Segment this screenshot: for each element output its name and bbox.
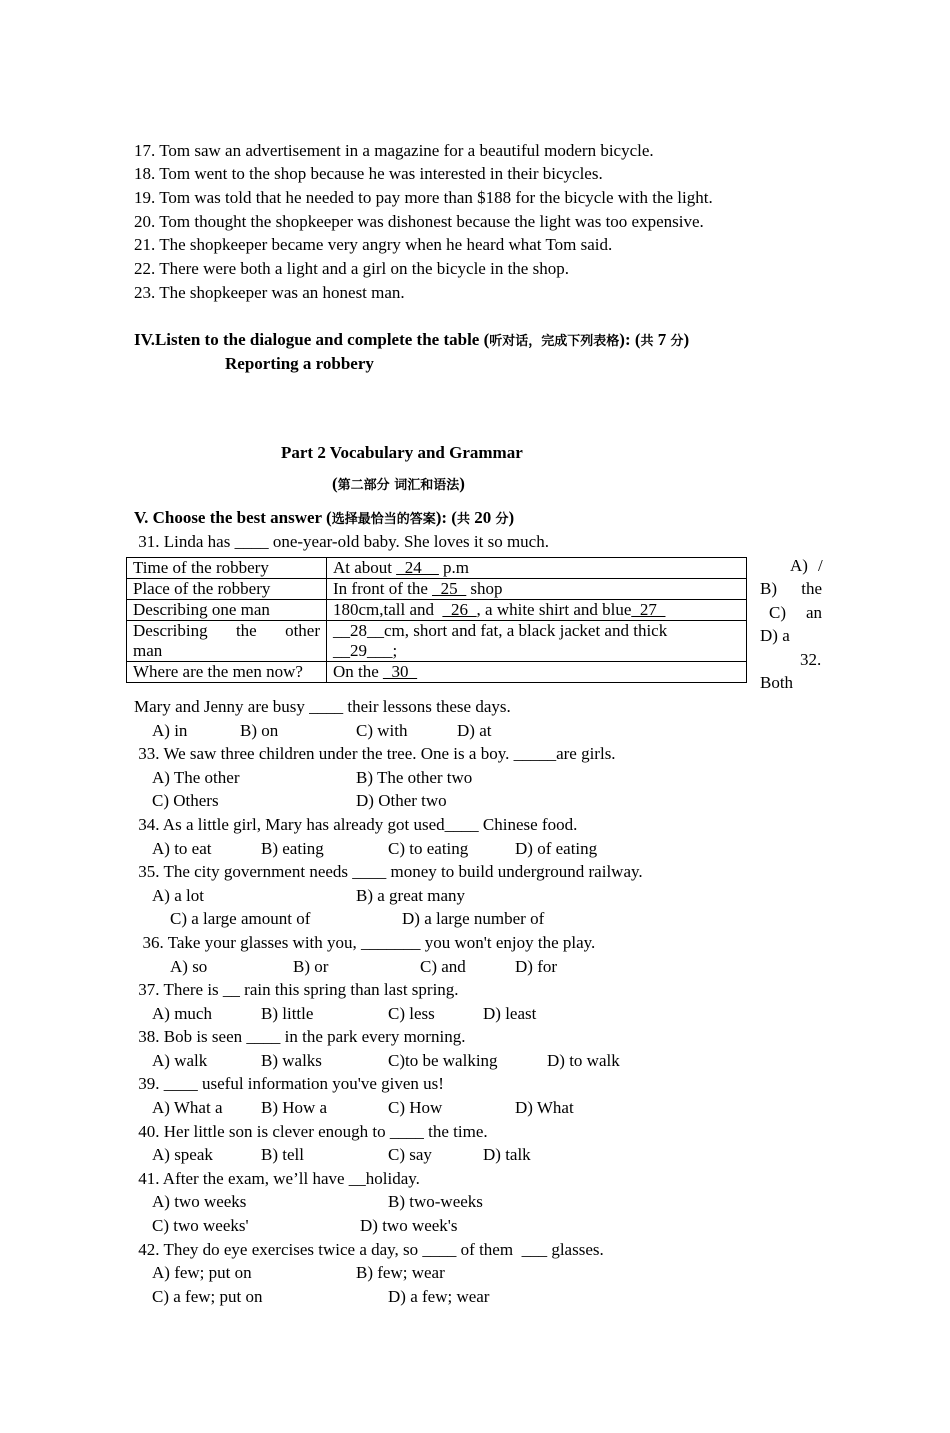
q35-option-d: D) a large number of bbox=[402, 909, 545, 928]
q39-option-a: A) What a bbox=[152, 1098, 223, 1117]
table-label-word: man bbox=[133, 641, 163, 660]
section-4-heading-cn3: 分 bbox=[670, 334, 684, 349]
statement-19: 19. Tom was told that he needed to pay more than $188 for the bicycle with the light. bbox=[134, 188, 713, 207]
q31-option-a bbox=[790, 556, 823, 576]
q40-option-c: C) say bbox=[388, 1145, 432, 1164]
question-41-stem: 41. After the exam, we’ll have __holiday. bbox=[134, 1169, 420, 1188]
q32-option-d: D) at bbox=[457, 721, 492, 740]
q38-option-a: A) walk bbox=[152, 1051, 208, 1070]
part-2-subtitle bbox=[332, 474, 465, 496]
section-5-heading-end: ) bbox=[508, 508, 515, 527]
section-4-heading-score: 7 bbox=[653, 330, 671, 349]
question-34-stem: 34. As a little girl, Mary has already got used____ Chinese food. bbox=[134, 815, 578, 834]
section-5-heading-cn3: 分 bbox=[495, 512, 509, 527]
table-row bbox=[127, 558, 747, 579]
table-row bbox=[127, 579, 747, 600]
q39-option-d: D) What bbox=[515, 1098, 574, 1117]
table-value-text: shop bbox=[466, 579, 503, 598]
q32-first-word: Both bbox=[760, 673, 794, 692]
table-value-place bbox=[327, 579, 747, 600]
section-5-heading-score: 20 bbox=[469, 508, 496, 527]
statement-18: 18. Tom went to the shop because he was interested in their bicycles. bbox=[134, 164, 603, 183]
question-33-stem: 33. We saw three children under the tree. One is a boy. _____are girls. bbox=[134, 744, 616, 763]
table-value-time bbox=[327, 558, 747, 579]
section-4-heading-cn: 听对话，完成下列表格 bbox=[489, 334, 620, 349]
section-4-heading-en: IV.Listen to the dialogue and complete the table ( bbox=[134, 330, 490, 349]
table-label-word: Describing bbox=[133, 621, 208, 640]
q32-number: 32. bbox=[800, 650, 822, 669]
q36-option-a: A) so bbox=[170, 957, 208, 976]
statement-17: 17. Tom saw an advertisement in a magazine for a beautiful modern bicycle. bbox=[134, 141, 654, 160]
q33-option-d: D) Other two bbox=[356, 791, 447, 810]
q34-option-a: A) to eat bbox=[152, 839, 212, 858]
option-value: an bbox=[805, 603, 822, 622]
q32-option-c: C) with bbox=[356, 721, 408, 740]
q33-option-a: A) The other bbox=[152, 768, 240, 787]
q31-option-c bbox=[769, 603, 822, 623]
q41-option-d: D) two week's bbox=[360, 1216, 458, 1235]
q41-option-a: A) two weeks bbox=[152, 1192, 247, 1211]
table-label-word: the bbox=[235, 621, 257, 640]
table-value-text: 180cm,tall and bbox=[333, 600, 443, 619]
q31-option-b bbox=[760, 579, 822, 599]
table-label-line bbox=[133, 621, 320, 641]
q31-option-d: D) a bbox=[760, 626, 790, 645]
q36-option-b: B) or bbox=[293, 957, 329, 976]
q42-option-d: D) a few; wear bbox=[388, 1287, 490, 1306]
option-label: C) bbox=[769, 603, 786, 622]
blank-26: _26_ bbox=[442, 600, 477, 619]
q41-option-c: C) two weeks' bbox=[152, 1216, 249, 1235]
q40-option-a: A) speak bbox=[152, 1145, 213, 1164]
q37-option-d: D) least bbox=[483, 1004, 537, 1023]
blank-29-line: __29___; bbox=[333, 641, 398, 660]
section-4-subtitle: Reporting a robbery bbox=[225, 354, 374, 373]
table-label-other-man bbox=[127, 621, 327, 662]
question-39-stem: 39. ____ useful information you've given us! bbox=[134, 1074, 444, 1093]
robbery-table bbox=[126, 557, 747, 683]
statement-22: 22. There were both a light and a girl on the bicycle in the shop. bbox=[134, 259, 569, 278]
table-value-text: On the bbox=[333, 662, 384, 681]
table-label-word: other bbox=[285, 621, 320, 640]
section-4-heading bbox=[134, 330, 689, 352]
q38-option-d: D) to walk bbox=[547, 1051, 620, 1070]
section-5-heading-en: V. Choose the best answer ( bbox=[134, 508, 332, 527]
option-value: the bbox=[801, 579, 822, 598]
q35-option-b: B) a great many bbox=[356, 886, 466, 905]
table-row bbox=[127, 662, 747, 683]
statement-23: 23. The shopkeeper was an honest man. bbox=[134, 283, 405, 302]
q39-option-c: C) How bbox=[388, 1098, 443, 1117]
table-value-text: In front of the bbox=[333, 579, 433, 598]
question-32-stem: Mary and Jenny are busy ____ their lessons these days. bbox=[134, 697, 511, 716]
table-label-one-man: Describing one man bbox=[127, 600, 327, 621]
q36-option-d: D) for bbox=[515, 957, 558, 976]
q41-option-b: B) two-weeks bbox=[388, 1192, 483, 1211]
table-value-text: At about bbox=[333, 558, 397, 577]
statement-21: 21. The shopkeeper became very angry when he heard what Tom said. bbox=[134, 235, 613, 254]
question-36-stem: 36. Take your glasses with you, _______ you won't enjoy the play. bbox=[134, 933, 596, 952]
blank-24: _24__ bbox=[396, 558, 439, 577]
q34-option-c: C) to eating bbox=[388, 839, 469, 858]
q40-option-b: B) tell bbox=[261, 1145, 304, 1164]
question-40-stem: 40. Her little son is clever enough to ____ the time. bbox=[134, 1122, 488, 1141]
q35-option-c: C) a large amount of bbox=[170, 909, 311, 928]
q32-option-b: B) on bbox=[240, 721, 279, 740]
question-37-stem: 37. There is __ rain this spring than last spring. bbox=[134, 980, 459, 999]
section-4-heading-end: ) bbox=[683, 330, 690, 349]
part-2-subtitle-open: ( bbox=[332, 474, 338, 493]
table-row bbox=[127, 621, 747, 662]
option-label: A) bbox=[790, 556, 808, 575]
q33-option-b: B) The other two bbox=[356, 768, 473, 787]
blank-28-line: __28__cm, short and fat, a black jacket and thick bbox=[333, 621, 668, 640]
q32-option-a: A) in bbox=[152, 721, 188, 740]
q37-option-c: C) less bbox=[388, 1004, 435, 1023]
question-31-stem: 31. Linda has ____ one-year-old baby. She loves it so much. bbox=[134, 532, 549, 551]
section-4-heading-cn2: 共 bbox=[640, 334, 654, 349]
q36-option-c: C) and bbox=[420, 957, 466, 976]
table-label-where: Where are the men now? bbox=[127, 662, 327, 683]
section-4-heading-tail: ): ( bbox=[619, 330, 641, 349]
section-5-heading-tail: ): ( bbox=[435, 508, 457, 527]
part-2-title: Part 2 Vocabulary and Grammar bbox=[281, 443, 523, 462]
q34-option-b: B) eating bbox=[261, 839, 324, 858]
table-label-place: Place of the robbery bbox=[127, 579, 327, 600]
blank-25: _25_ bbox=[432, 579, 467, 598]
q35-option-a: A) a lot bbox=[152, 886, 204, 905]
section-5-heading-cn: 选择最恰当的答案 bbox=[331, 512, 436, 527]
section-5-heading bbox=[134, 508, 514, 530]
section-5-heading-cn2: 共 bbox=[456, 512, 470, 527]
q42-option-b: B) few; wear bbox=[356, 1263, 445, 1282]
part-2-subtitle-cn: 第二部分 词汇和语法 bbox=[337, 478, 460, 493]
table-value-where bbox=[327, 662, 747, 683]
q38-option-b: B) walks bbox=[261, 1051, 322, 1070]
question-35-stem: 35. The city government needs ____ money to build underground railway. bbox=[134, 862, 643, 881]
statement-20: 20. Tom thought the shopkeeper was dishonest because the light was too expensive. bbox=[134, 212, 704, 231]
q37-option-b: B) little bbox=[261, 1004, 314, 1023]
option-value: / bbox=[817, 556, 823, 575]
option-label: B) bbox=[760, 579, 777, 598]
q42-option-c: C) a few; put on bbox=[152, 1287, 263, 1306]
q40-option-d: D) talk bbox=[483, 1145, 531, 1164]
q34-option-d: D) of eating bbox=[515, 839, 598, 858]
table-value-other-man bbox=[327, 621, 747, 662]
table-value-one-man bbox=[327, 600, 747, 621]
blank-27: _27_ bbox=[631, 600, 666, 619]
question-42-stem: 42. They do eye exercises twice a day, so ____ of them ___ glasses. bbox=[134, 1240, 604, 1259]
question-38-stem: 38. Bob is seen ____ in the park every morning. bbox=[134, 1027, 466, 1046]
q33-option-c: C) Others bbox=[152, 791, 219, 810]
table-row bbox=[127, 600, 747, 621]
blank-30: _30_ bbox=[383, 662, 418, 681]
q42-option-a: A) few; put on bbox=[152, 1263, 252, 1282]
q37-option-a: A) much bbox=[152, 1004, 212, 1023]
q38-option-c: C)to be walking bbox=[388, 1051, 498, 1070]
part-2-subtitle-close: ) bbox=[459, 474, 465, 493]
table-label-time: Time of the robbery bbox=[127, 558, 327, 579]
q39-option-b: B) How a bbox=[261, 1098, 328, 1117]
table-value-text: p.m bbox=[438, 558, 470, 577]
table-value-text: , a white shirt and blue bbox=[476, 600, 632, 619]
